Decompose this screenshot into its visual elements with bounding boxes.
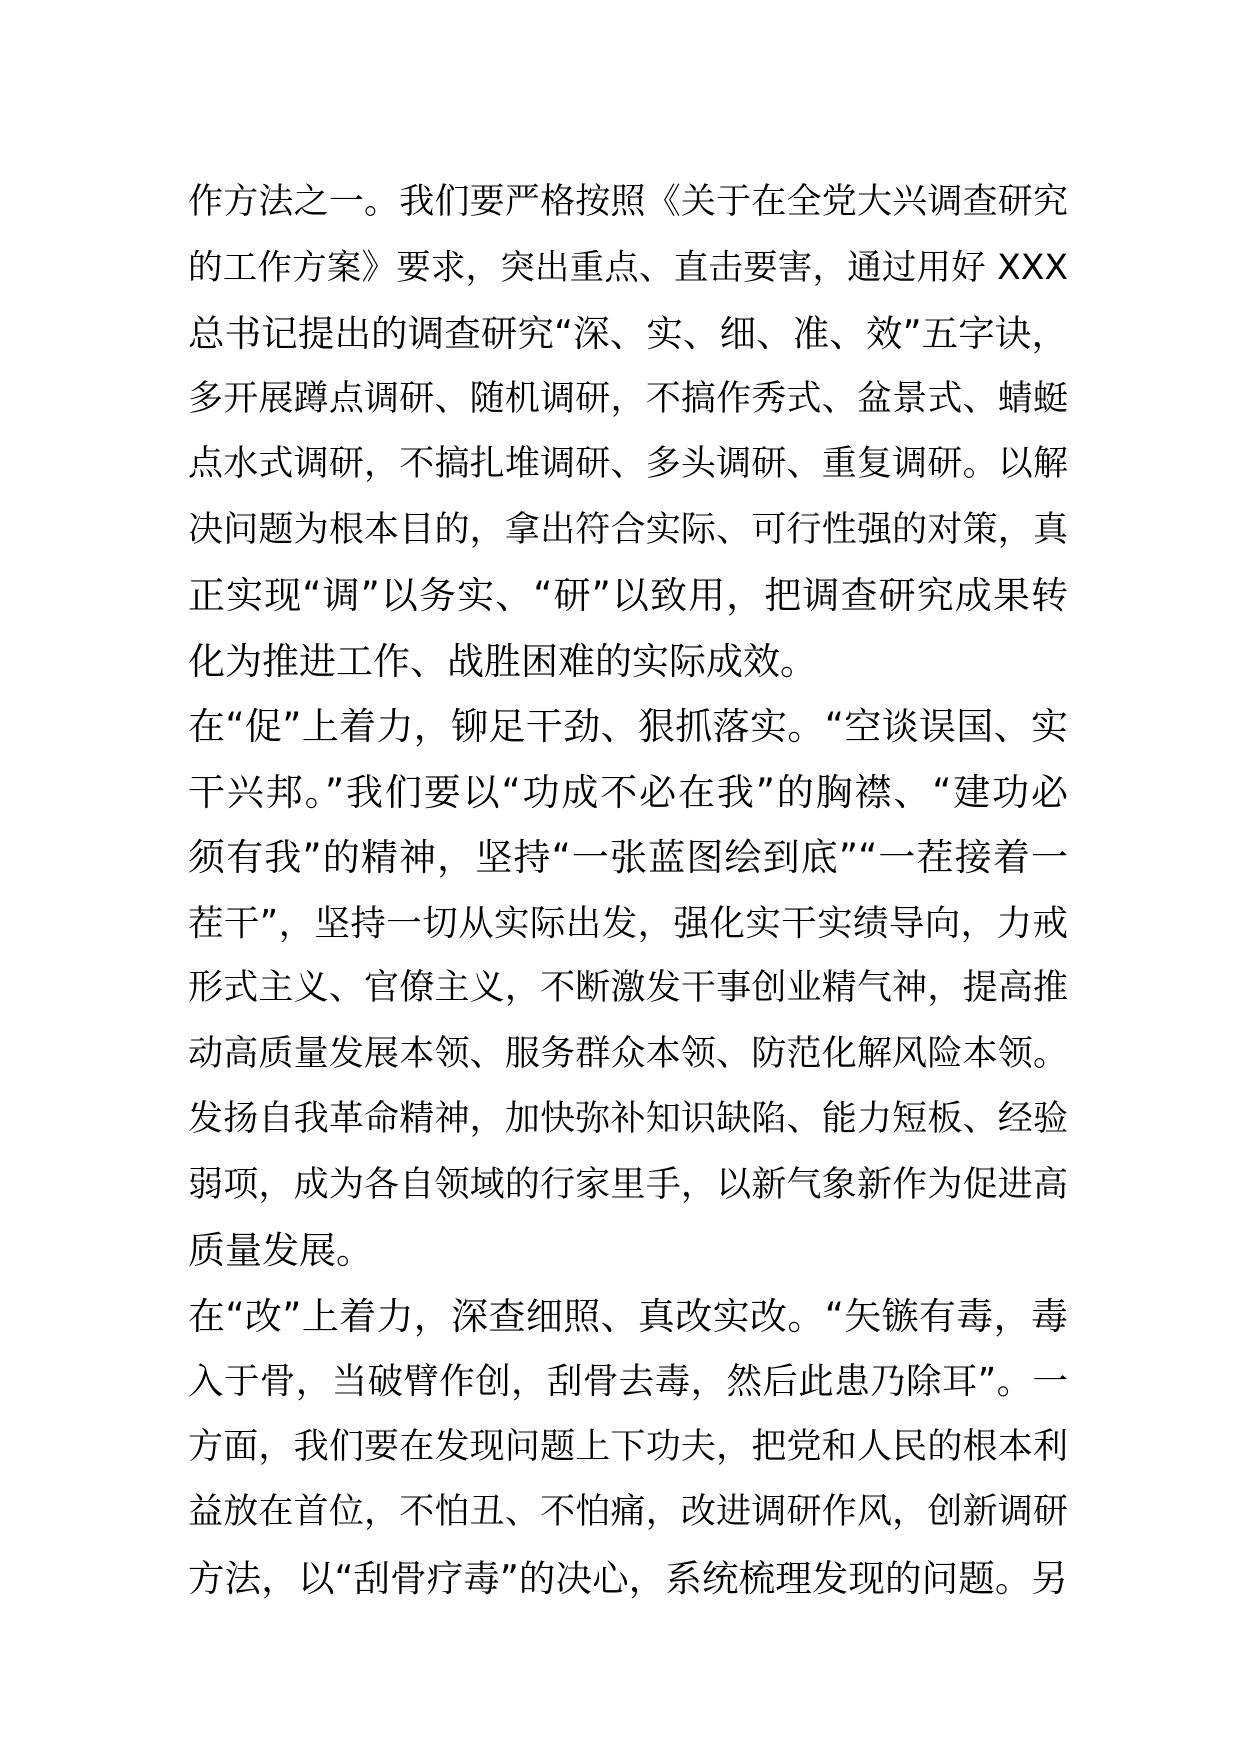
text-line: 作方法之一。我们要严格按照《关于在全党大兴调查研究: [188, 182, 1068, 222]
text-line: 正实现“调”以务实、“研”以致用，把调查研究成果转: [188, 574, 1068, 617]
text-line: 须有我”的精神，坚持“一张蓝图绘到底”“一茬接着一: [188, 836, 1068, 879]
text-line: 发扬自我革命精神，加快弥补知识缺陷、能力短板、经验: [188, 1099, 1068, 1139]
text-line: 干兴邦。”我们要以“功成不必在我”的胸襟、“建功必: [188, 770, 1068, 814]
text-line: 在“改”上着力，深查细照、真改实改。“矢镞有毒，毒: [188, 1294, 1068, 1338]
text-line: 益放在首位，不怕丑、不怕痛，改进调研作风，创新调研: [188, 1492, 1068, 1532]
text-line: 动高质量发展本领、服务群众本领、防范化解风险本领。: [188, 1033, 1068, 1074]
text-line: 点水式调研，不搞扎堆调研、多头调研、重复调研。以解: [188, 444, 1068, 484]
text-line: 化为推进工作、战胜困难的实际成效。: [188, 639, 817, 683]
text-line: 形式主义、官僚主义，不断激发干事创业精气神，提高推: [188, 968, 1068, 1008]
text-line: 多开展蹲点调研、随机调研，不搞作秀式、盆景式、蜻蜓: [188, 378, 1068, 419]
text-line: 弱项，成为各自领域的行家里手，以新气象新作为促进高: [188, 1164, 1068, 1205]
text-line: 的工作方案》要求，突出重点、直击要害，通过用好 XXX: [188, 247, 1068, 288]
text-line: 方法，以“刮骨疗毒”的决心，系统梳理发现的问题。另: [188, 1556, 1068, 1600]
text-line: 入于骨，当破臂作创，刮骨去毒，然后此患乃除耳”。一: [188, 1361, 1068, 1402]
text-line: 在“促”上着力，铆足干劲、狠抓落实。“空谈误国、实: [188, 705, 1068, 748]
text-line: 总书记提出的调查研究“深、实、细、准、效”五字诀，: [188, 312, 1068, 355]
text-line: 决问题为根本目的，拿出符合实际、可行性强的对策，真: [188, 509, 1068, 550]
text-line: 茬干”，坚持一切从实际出发，强化实干实绩导向，力戒: [188, 902, 1068, 944]
body-text: [188, 170, 1068, 1611]
text-line: 质量发展。: [188, 1229, 373, 1272]
text-line: 方面，我们要在发现问题上下功夫，把党和人民的根本利: [188, 1426, 1068, 1467]
